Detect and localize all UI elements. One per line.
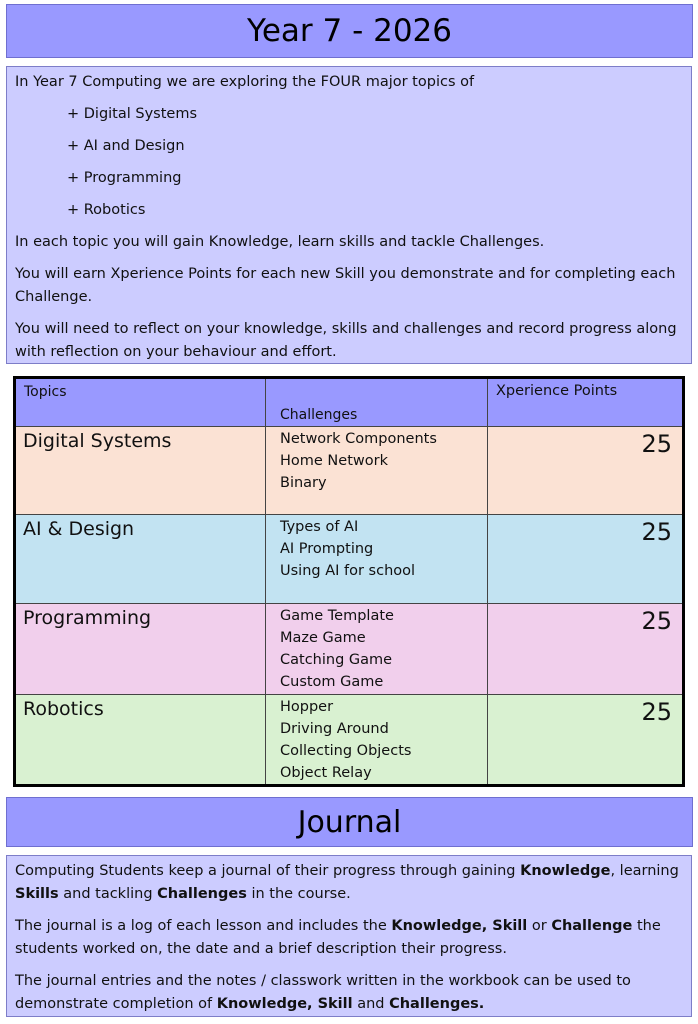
table-row	[15, 427, 684, 515]
header-topics: Topics	[15, 378, 266, 427]
table-row	[15, 515, 684, 604]
topic-name: Programming	[15, 604, 266, 695]
challenge-item: AI Prompting	[280, 541, 374, 557]
journal-paragraph-2: The journal is a log of each lesson and includes the Knowledge, Skill or Challenge the students worked on, the date and a brief description their progress.	[15, 918, 661, 957]
challenge-list	[266, 604, 488, 695]
intro-paragraph-reflect: You will need to reflect on your knowledge, skills and challenges and record progress along with reflection on your behaviour and effort.	[15, 321, 677, 360]
journal-panel	[6, 855, 692, 1017]
topic-name: Digital Systems	[15, 427, 266, 515]
challenge-list	[266, 695, 488, 786]
challenge-item: Network Components	[280, 431, 437, 447]
challenge-item: Custom Game	[280, 674, 384, 690]
journal-paragraph-1: Computing Students keep a journal of their progress through gaining Knowledge, learning Skills and tackling Challenges in the course.	[15, 863, 679, 902]
challenge-item: Using AI for school	[280, 563, 416, 579]
table-row	[15, 604, 684, 695]
intro-paragraph-knowledge: In each topic you will gain Knowledge, learn skills and tackle Challenges.	[15, 234, 545, 250]
table-row	[15, 695, 684, 786]
topics-table	[13, 376, 685, 787]
challenge-item: Binary	[280, 475, 327, 491]
challenge-item: Home Network	[280, 453, 388, 469]
header-challenges: Challenges	[266, 378, 488, 427]
xp-value: 25	[488, 604, 684, 695]
challenge-item: Collecting Objects	[280, 743, 412, 759]
challenge-item: Driving Around	[280, 721, 389, 737]
challenge-item: Hopper	[280, 699, 334, 715]
xp-value: 25	[488, 695, 684, 786]
challenge-item: Game Template	[280, 608, 394, 624]
journal-paragraph-3: The journal entries and the notes / classwork written in the workbook can be used to demonstrate completion of Knowledge, Skill and Challenges.	[15, 973, 631, 1012]
challenge-item: Types of AI	[280, 519, 359, 535]
challenge-item: Object Relay	[280, 765, 372, 781]
challenge-item: Maze Game	[280, 630, 366, 646]
topic-name: AI & Design	[15, 515, 266, 604]
topic-bullet-digital-systems: + Digital Systems	[67, 106, 198, 122]
topic-bullet-programming: + Programming	[67, 170, 182, 186]
page-title: Year 7 - 2026	[6, 4, 693, 58]
intro-panel	[6, 66, 692, 364]
journal-title: Journal	[6, 797, 693, 847]
intro-text: In Year 7 Computing we are exploring the FOUR major topics of	[15, 74, 475, 90]
topic-name: Robotics	[15, 695, 266, 786]
challenge-list	[266, 515, 488, 604]
xp-value: 25	[488, 427, 684, 515]
challenge-list	[266, 427, 488, 515]
table-header-row	[15, 378, 684, 427]
xp-value: 25	[488, 515, 684, 604]
challenge-item: Catching Game	[280, 652, 393, 668]
intro-paragraph-xp: You will earn Xperience Points for each new Skill you demonstrate and for completing each Challenge.	[15, 266, 676, 305]
topic-bullet-ai-design: + AI and Design	[67, 138, 185, 154]
header-xp: Xperience Points	[488, 378, 684, 427]
topic-bullet-robotics: + Robotics	[67, 202, 146, 218]
